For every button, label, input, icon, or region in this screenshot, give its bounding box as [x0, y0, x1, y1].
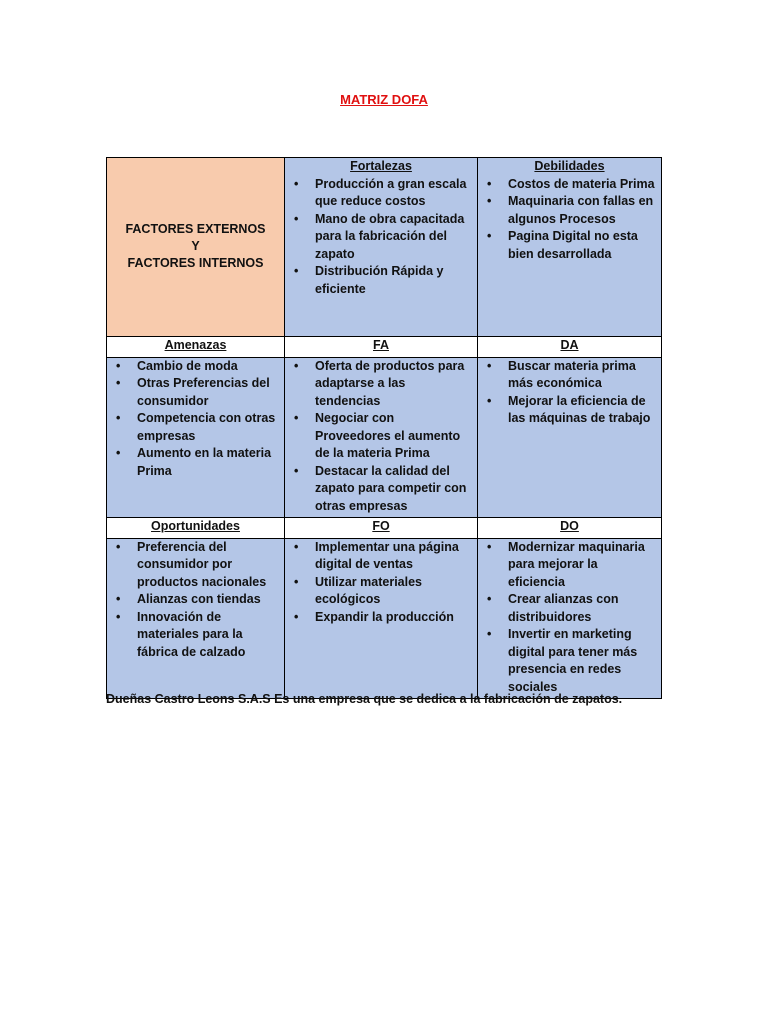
- list-item: • Utilizar materiales ecológicos: [315, 574, 473, 609]
- list-item: • Invertir en marketing digital para tener más presencia en redes sociales: [508, 626, 657, 696]
- da-header: DA: [560, 338, 579, 352]
- fortalezas-cell: [285, 158, 478, 337]
- matrix-row-internal: [107, 158, 662, 337]
- list-item: • Modernizar maquinaria para mejorar la eficiencia: [508, 539, 657, 592]
- matrix-row-amenazas: [107, 357, 662, 518]
- list-item: • Aumento en la materia Prima: [137, 445, 280, 480]
- list-item: • Oferta de productos para adaptarse a las tendencias: [315, 358, 473, 411]
- do-cell: [478, 538, 662, 699]
- debilidades-list: [482, 176, 657, 264]
- fortalezas-header: Fortalezas: [350, 159, 412, 173]
- list-item: • Producción a gran escala que reduce costos: [315, 176, 473, 211]
- debilidades-cell: [478, 158, 662, 337]
- do-header-cell: [478, 518, 662, 539]
- matrix-row-oportunidades: [107, 538, 662, 699]
- fa-cell: [285, 357, 478, 518]
- amenazas-header-cell: [107, 337, 285, 358]
- fo-list: [289, 539, 473, 627]
- corner-line-externos: FACTORES EXTERNOS: [125, 221, 266, 236]
- list-item: • Destacar la calidad del zapato para competir con otras empresas: [315, 463, 473, 516]
- list-item: • Expandir la producción: [315, 609, 473, 627]
- amenazas-header: Amenazas: [164, 338, 227, 352]
- oportunidades-cell: [107, 538, 285, 699]
- list-item: • Maquinaria con fallas en algunos Procesos: [508, 193, 657, 228]
- oportunidades-list: [111, 539, 280, 662]
- list-item: • Buscar materia prima más económica: [508, 358, 657, 393]
- list-item: • Cambio de moda: [137, 358, 280, 376]
- da-list: [482, 358, 657, 428]
- fo-header-cell: [285, 518, 478, 539]
- fa-header: FA: [373, 338, 389, 352]
- list-item: • Mejorar la eficiencia de las máquinas de trabajo: [508, 393, 657, 428]
- fo-cell: [285, 538, 478, 699]
- amenazas-cell: [107, 357, 285, 518]
- dofa-matrix: [106, 157, 662, 699]
- list-item: • Otras Preferencias del consumidor: [137, 375, 280, 410]
- list-item: • Mano de obra capacitada para la fabricación del zapato: [315, 211, 473, 264]
- da-header-cell: [478, 337, 662, 358]
- fo-header: FO: [372, 519, 390, 533]
- fa-list: [289, 358, 473, 516]
- footer-text: Dueñas Castro Leons S.A.S Es una empresa que se dedica a la fabricación de zapatos.: [106, 692, 623, 706]
- do-header: DO: [560, 519, 579, 533]
- matrix-header-row-amenazas: [107, 337, 662, 358]
- list-item: • Alianzas con tiendas: [137, 591, 280, 609]
- oportunidades-header-cell: [107, 518, 285, 539]
- fa-header-cell: [285, 337, 478, 358]
- corner-cell: [107, 158, 285, 337]
- list-item: • Distribución Rápida y eficiente: [315, 263, 473, 298]
- list-item: • Crear alianzas con distribuidores: [508, 591, 657, 626]
- do-list: [482, 539, 657, 697]
- fortalezas-list: [289, 176, 473, 299]
- corner-line-internos: FACTORES INTERNOS: [127, 255, 264, 270]
- list-item: • Innovación de materiales para la fábrica de calzado: [137, 609, 280, 662]
- page-title: MATRIZ DOFA: [340, 92, 428, 107]
- corner-line-y: Y: [191, 238, 200, 253]
- da-cell: [478, 357, 662, 518]
- amenazas-list: [111, 358, 280, 481]
- list-item: • Negociar con Proveedores el aumento de la materia Prima: [315, 410, 473, 463]
- list-item: • Implementar una página digital de ventas: [315, 539, 473, 574]
- list-item: • Costos de materia Prima: [508, 176, 657, 194]
- list-item: • Competencia con otras empresas: [137, 410, 280, 445]
- list-item: • Pagina Digital no esta bien desarrollada: [508, 228, 657, 263]
- oportunidades-header: Oportunidades: [151, 519, 240, 533]
- matrix-header-row-oportunidades: [107, 518, 662, 539]
- debilidades-header: Debilidades: [534, 159, 605, 173]
- list-item: • Preferencia del consumidor por productos nacionales: [137, 539, 280, 592]
